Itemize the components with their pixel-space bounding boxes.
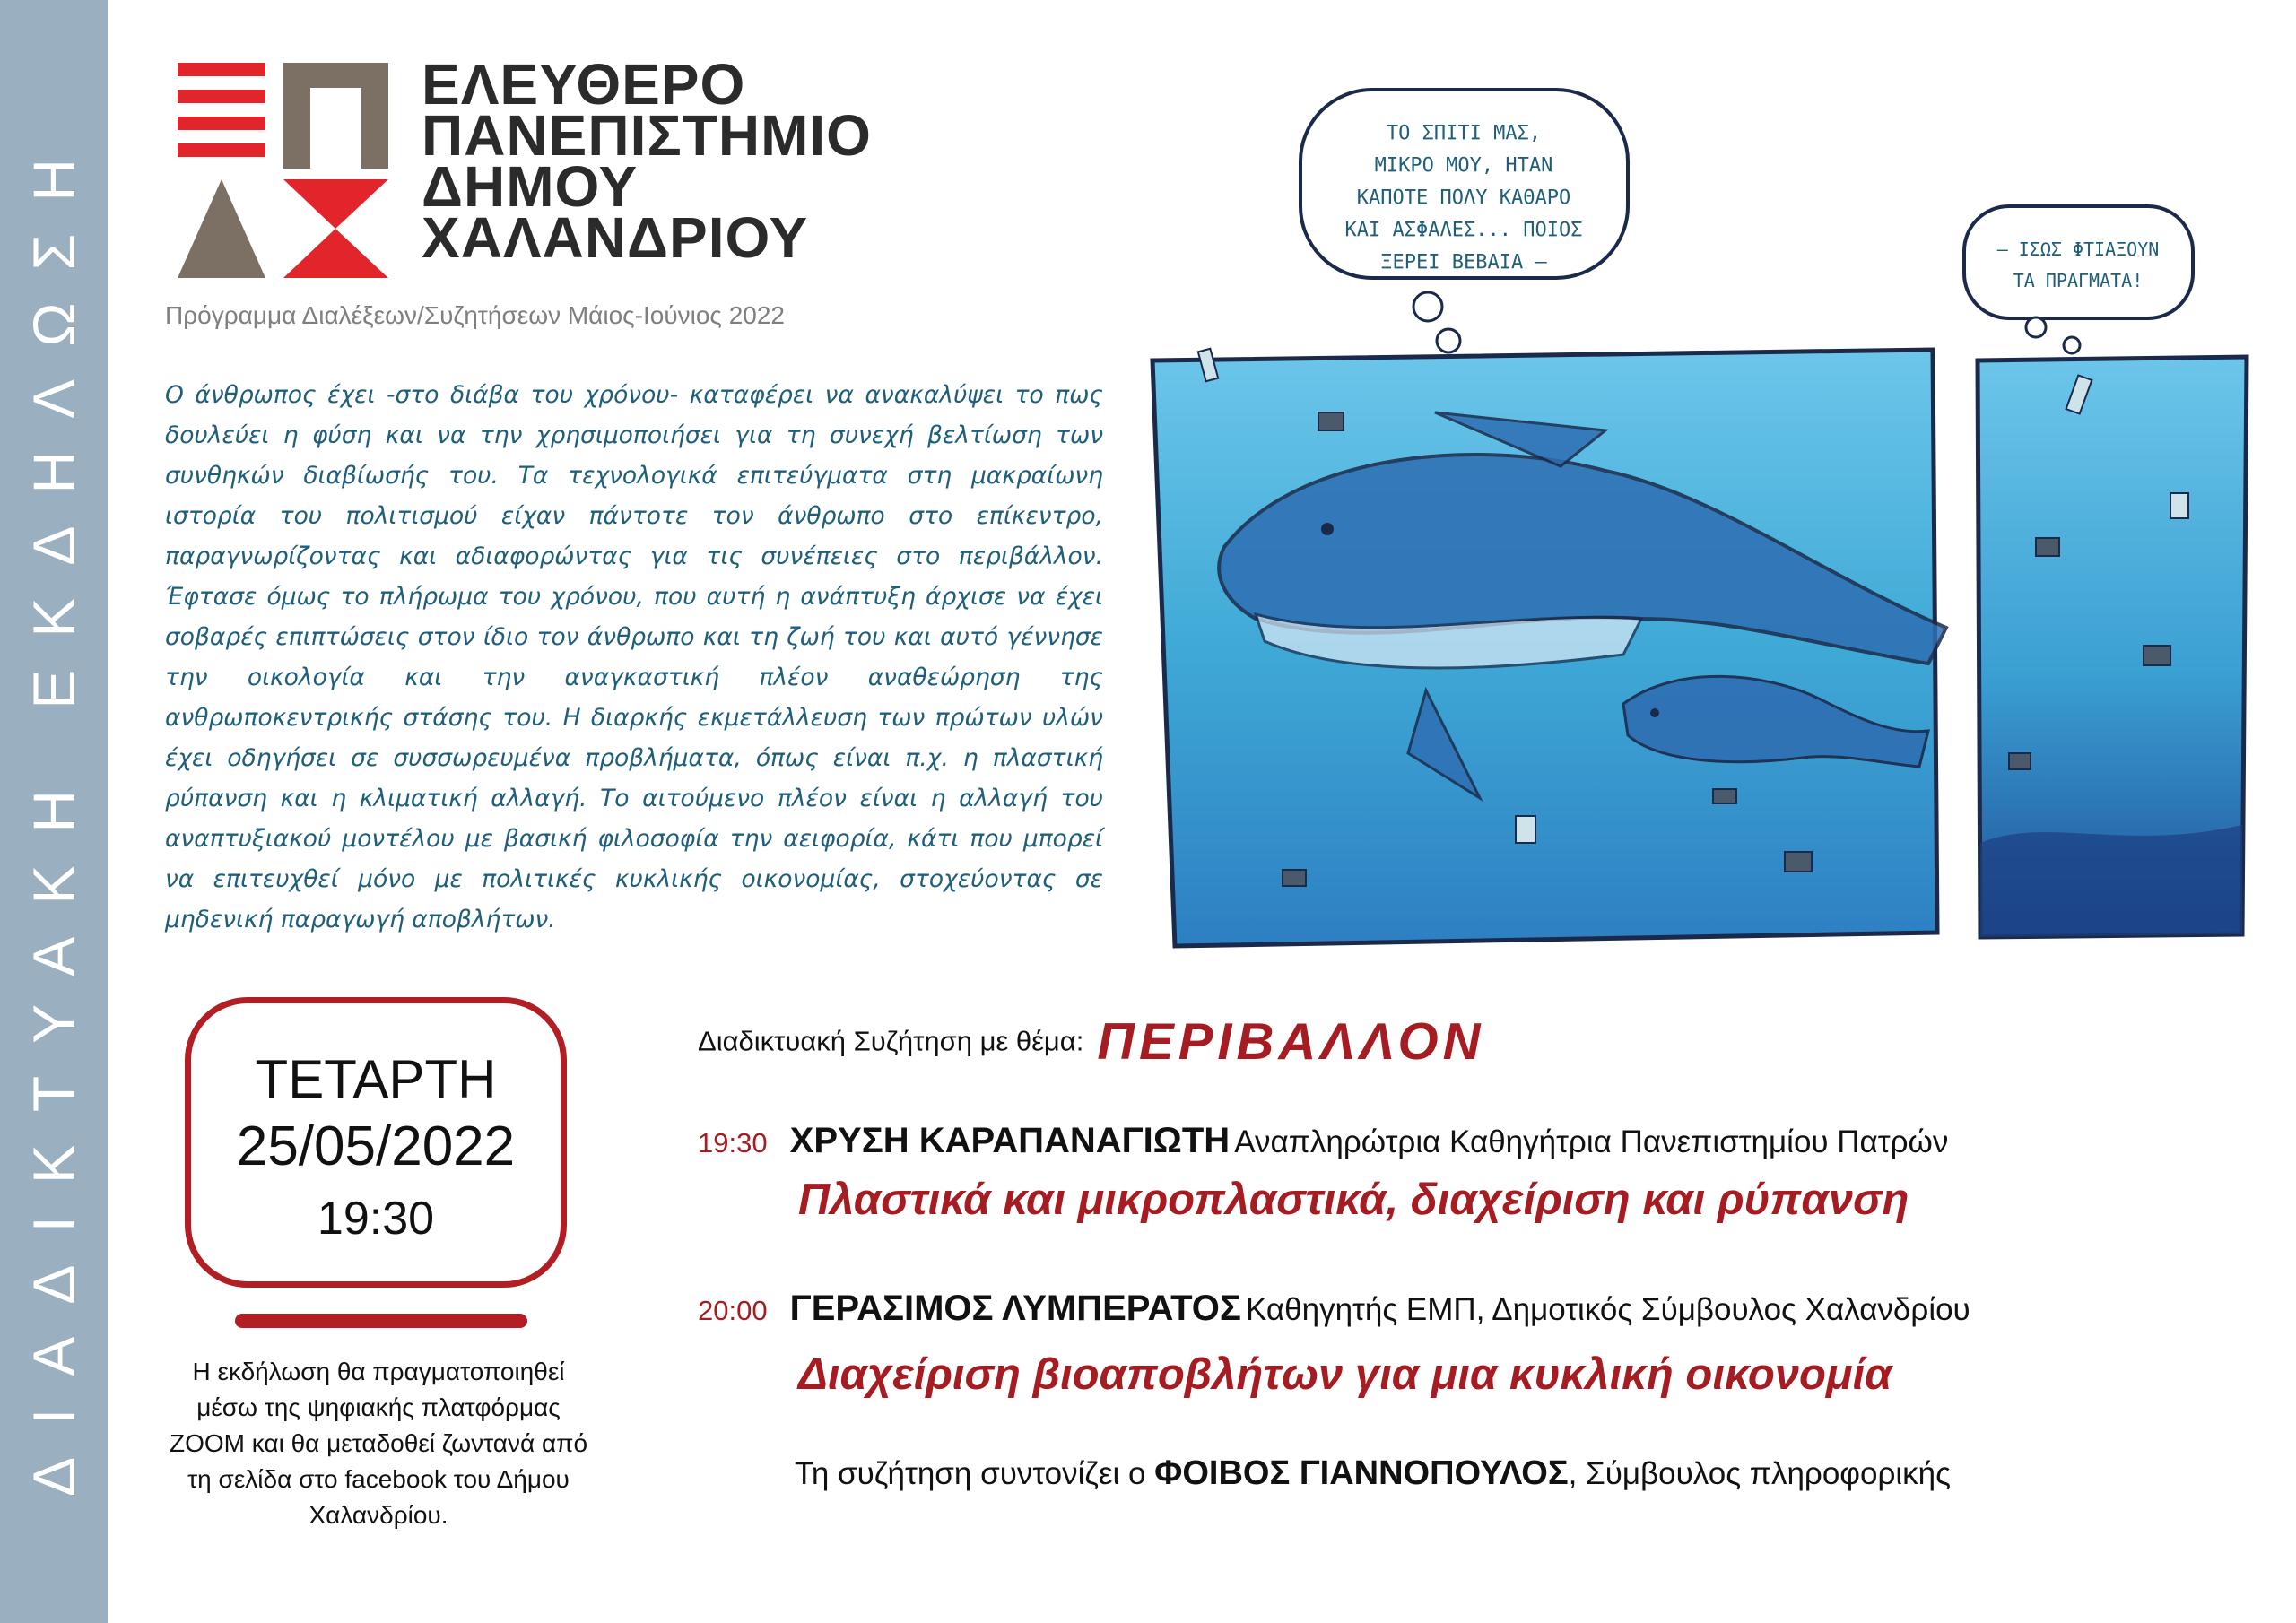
whale-comic-illustration [1139,72,2260,968]
bubble-1-line-5: ΞΕΡΕΙ ΒΕΒΑΙΑ – [1380,251,1547,273]
comic-panel-2 [1978,357,2247,937]
intro-paragraph: Ο άνθρωπος έχει -στο διάβα του χρόνου- καταφέρει να ανακαλύψει το πως δουλεύει η φύση και να την χρησιμοποιήσει για τη συνεχή βελτίωση των συνθηκών διαβίωσής του. Τα τεχνολογικά επιτεύγματα στη μακραίωνη ιστορία του πολιτισμού είχαν πάντοτε τον άνθρωπο στο επίκεντρο, παραγνωρίζοντας και αδιαφορώντας για τις συνέπειες στο περιβάλλον. Έφτασε όμως το πλήρωμα του χρόνου, που αυτή η ανάπτυξη άρχισε να έχει σοβαρές επιπτώσεις στον ίδιο τον άνθρωπο και τη ζωή του και αυτό γέννησε την οικολογία και την αναγκαστική πλέον αναθεώρηση της ανθρωποκεντρικής στάσης του. Η διαρκής εκμετάλλευση των πρώτων υλών έχει οδηγήσει σε συσσωρευμένα προβλήματα, όπως είναι π.χ. η πλαστική ρύπανση και η κλιματική αλλαγή. Το αιτούμενο πλέον είναι η αλλαγή του αναπτυξιακού μοντέλου με βασική φιλοσοφία την αειφορία, κάτι που μπορεί να επιτευχθεί μόνο με πολιτικές κυκλικής οικονομίας, στοχεύοντας σε μηδενική παραγωγή αποβλήτων. [165,381,1103,933]
side-band-label: ΔΙΑΔΙΚΤΥΑΚΗ ΕΚΔΗΛΩΣΗ [21,126,87,1497]
bubble-2-line-2: ΤΑ ΠΡΑΓΜΑΤΑ! [2013,270,2144,291]
event-date-box [185,997,567,1288]
moderator-prefix: Τη συζήτηση συντονίζει ο [795,1456,1146,1491]
topic-line [698,1011,1484,1072]
bubble-1-line-2: ΜΙΚΡΟ ΜΟΥ, ΗΤΑΝ [1374,154,1553,177]
event-day: ΤΕΤΑΡΤΗ [255,1049,497,1109]
talk-1-header [698,1121,1948,1161]
comic-panel-1 [1152,349,1946,946]
university-logo-icon [178,63,388,278]
talk-1-speaker: ΧΡΥΣΗ ΚΑΡΑΠΑΝΑΓΙΩΤΗ [789,1121,1231,1160]
topic-title: ΠΕΡΙΒΑΛΛΟΝ [1097,1012,1485,1071]
event-date: 25/05/2022 [236,1115,516,1177]
talk-1-role: Αναπληρώτρια Καθηγήτρια Πανεπιστημίου Πατρών [1234,1124,1949,1159]
university-name-line-2: ΠΑΝΕΠΙΣΤΗΜΙΟ [422,103,872,168]
date-box-stand [235,1314,527,1328]
university-name [422,52,872,270]
moderator-suffix: , Σύμβουλος πληροφορικής [1568,1456,1951,1491]
talk-1-time: 19:30 [698,1127,768,1159]
talk-1-title: Πλαστικά και μικροπλαστικά, διαχείριση και ρύπανση [798,1176,1909,1224]
bubble-2-line-1: – ΙΣΩΣ ΦΤΙΑΞΟΥΝ [1996,239,2160,260]
program-subtitle: Πρόγραμμα Διαλέξεων/Συζητήσεων Μάιος-Ιούνιος 2022 [165,301,785,329]
topic-prefix: Διαδικτυακή Συζήτηση με θέμα: [698,1025,1084,1057]
university-name-line-4: ΧΑΛΑΝΔΡΙΟΥ [422,205,809,270]
bubble-1-line-3: ΚΑΠΟΤΕ ΠΟΛΥ ΚΑΘΑΡΟ [1356,187,1571,209]
moderator-name: ΦΟΙΒΟΣ ΓΙΑΝΝΟΠΟΥΛΟΣ [1154,1454,1569,1492]
talk-2-title: Διαχείριση βιοαποβλήτων για μια κυκλική οικονομία [798,1350,1892,1399]
side-band [0,0,108,1623]
talk-2-role: Καθηγητής ΕΜΠ, Δημοτικός Σύμβουλος Χαλανδρίου [1246,1292,1970,1327]
platform-note: Η εκδήλωση θα πραγματοποιηθεί μέσω της ψηφιακής πλατφόρμας ZOOM και θα μεταδοθεί ζωντανά από τη σελίδα στο facebook του Δήμου Χαλανδρίου. [169,1358,588,1529]
talk-2-header [698,1289,1970,1329]
talk-2-speaker: ΓΕΡΑΣΙΜΟΣ ΛΥΜΠΕΡΑΤΟΣ [789,1289,1241,1328]
talk-2-time: 20:00 [698,1295,768,1326]
bubble-1-line-4: ΚΑΙ ΑΣΦΑΛΕΣ... ΠΟΙΟΣ [1344,219,1583,241]
moderator-line [795,1454,1951,1493]
event-time: 19:30 [317,1193,435,1245]
bubble-1-line-1: ΤΟ ΣΠΙΤΙ ΜΑΣ, [1386,122,1542,144]
speech-bubble-2 [1964,206,2193,379]
university-name-line-3: ΔΗΜΟΥ [422,154,639,219]
university-name-line-1: ΕΛΕΥΘΕΡΟ [422,52,746,117]
